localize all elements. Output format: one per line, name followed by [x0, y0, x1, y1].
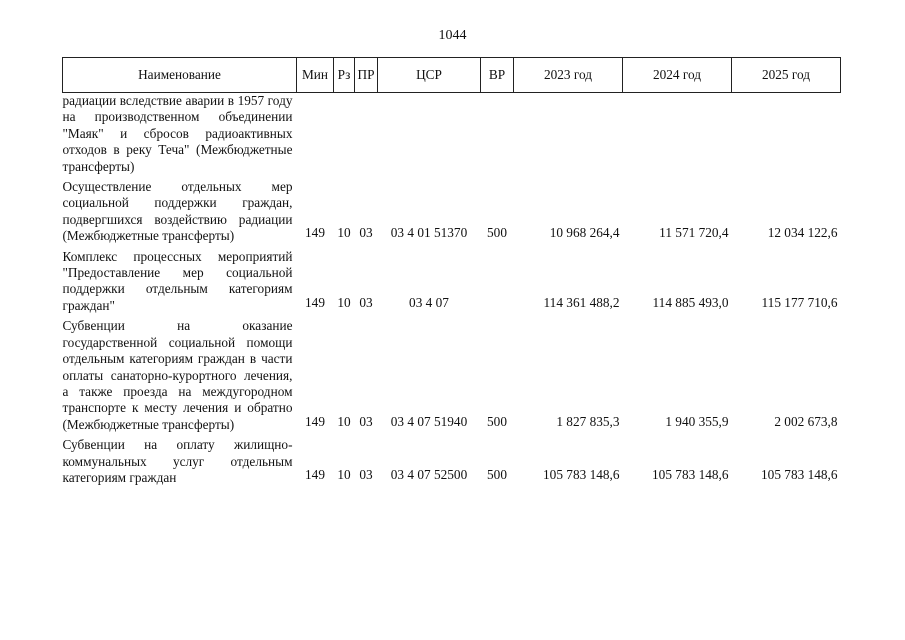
row-min: 149 [305, 413, 325, 429]
row-vr: 500 [487, 225, 507, 241]
row-2025: 105 783 148,6 [761, 466, 838, 482]
table-row [63, 318, 841, 437]
row-pr: 03 [359, 413, 373, 429]
row-rz [334, 93, 355, 180]
row-pr: 03 [359, 225, 373, 241]
row-rz: 10 [337, 225, 351, 241]
row-2025: 12 034 122,6 [767, 225, 838, 241]
row-pr: 03 [359, 294, 373, 310]
row-vr [481, 249, 514, 319]
row-2025 [732, 93, 841, 180]
row-2023: 105 783 148,6 [543, 466, 620, 482]
table-header-row [63, 58, 841, 93]
row-2024: 114 885 493,0 [652, 294, 729, 310]
row-pr [355, 93, 378, 180]
header-csr: ЦСР [378, 58, 481, 93]
row-name: Субвенции на оказание государственной социальной помощи отдельным категориям граждан в части оплаты санаторно-курортного лечения, а также проезда на междугородном транспорте к месту лечения и обратно (Межбюджетные трансферты) [62, 318, 293, 432]
row-min: 149 [305, 294, 325, 310]
row-2023: 10 968 264,4 [549, 225, 620, 241]
row-2024: 11 571 720,4 [659, 225, 729, 241]
budget-table [62, 57, 841, 490]
table-row [63, 93, 841, 180]
header-2025: 2025 год [732, 58, 841, 93]
row-rz: 10 [337, 294, 351, 310]
row-name: Комплекс процессных мероприятий "Предоставление мер социальной поддержки отдельным категориям граждан" [62, 248, 293, 313]
header-rz: Рз [334, 58, 355, 93]
row-csr: 03 4 07 51940 [390, 413, 468, 429]
page-number: 1044 [438, 28, 467, 43]
row-2024: 105 783 148,6 [652, 466, 729, 482]
row-2024: 1 940 355,9 [665, 413, 729, 429]
row-2023 [514, 93, 623, 180]
row-csr: 03 4 01 51370 [390, 225, 468, 241]
header-pr: ПР [355, 58, 378, 93]
row-csr: 03 4 07 52500 [390, 466, 468, 482]
row-min [297, 93, 334, 180]
row-2023: 1 827 835,3 [556, 413, 620, 429]
row-vr [481, 93, 514, 180]
row-2024 [623, 93, 732, 180]
row-rz: 10 [337, 466, 351, 482]
row-vr: 500 [487, 466, 507, 482]
row-pr: 03 [359, 466, 373, 482]
row-csr: 03 4 07 [409, 294, 449, 310]
header-vr: ВР [481, 58, 514, 93]
row-vr: 500 [487, 413, 507, 429]
row-2025: 115 177 710,6 [761, 294, 838, 310]
header-name: Наименование [63, 58, 297, 93]
row-name: радиации вследствие аварии в 1957 году на производственном объединении "Маяк" и сбросов радиоактивных отходов в реку Теча" (Межбюджетные трансферты) [62, 93, 293, 174]
header-2024: 2024 год [623, 58, 732, 93]
row-name: Осуществление отдельных мер социальной поддержки граждан, подвергшихся воздействию радиации (Межбюджетные трансферты) [62, 179, 293, 244]
header-min: Мин [297, 58, 334, 93]
row-name: Субвенции на оплату жилищно-коммунальных услуг отдельным категориям граждан [62, 437, 293, 485]
table-row [63, 249, 841, 319]
row-csr [378, 93, 481, 180]
row-2025: 2 002 673,8 [774, 413, 838, 429]
row-rz: 10 [337, 413, 351, 429]
table-row [63, 179, 841, 249]
header-2023: 2023 год [514, 58, 623, 93]
row-min: 149 [305, 225, 325, 241]
table-row [63, 437, 841, 490]
row-2023: 114 361 488,2 [543, 294, 620, 310]
row-min: 149 [305, 466, 325, 482]
